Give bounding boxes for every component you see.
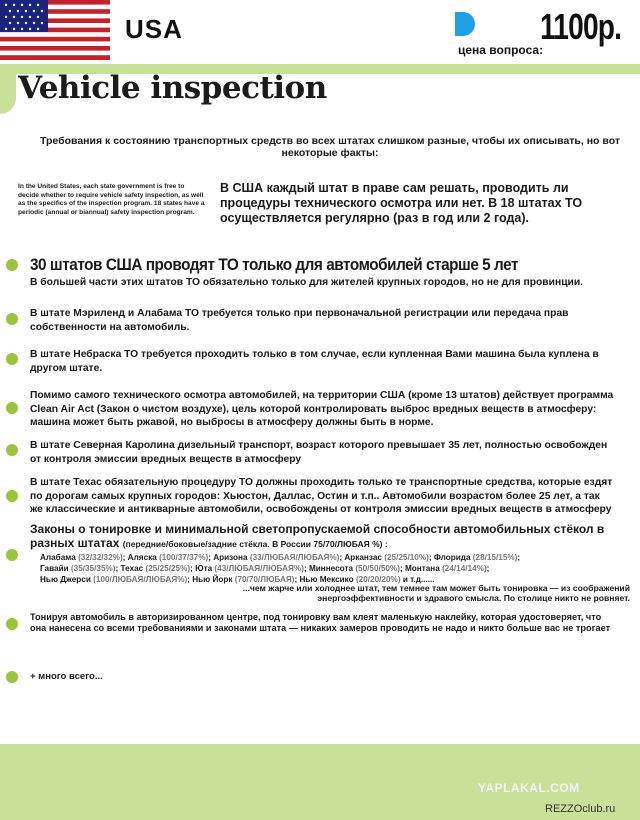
- tint-heading-text: Законы о тонировке и минимальной светопропускаемой способности автомобильных стёкол в разных штатах: [30, 522, 605, 550]
- intro-text: Требования к состоянию транспортных средств во всех штатах слишком разные, чтобы их описывать, но вот некоторые факты:: [40, 135, 621, 159]
- state-row: Нью Джерси (100/ЛЮБАЯ/ЛЮБАЯ%); Нью Йорк (70/70/ЛЮБАЯ); Нью Мексико (20/20/20%) и т.д......: [40, 575, 435, 584]
- state-tint-list: [40, 552, 630, 585]
- bullet-icon: [6, 259, 18, 271]
- more-text: + много всего...: [30, 671, 103, 682]
- item-text: В штате Северная Каролина дизельный транспорт, возраст которого превышает 35 лет, полностью освобожден от контроля эмиссии вредных веществ в атмосферу: [30, 440, 608, 465]
- price-label: цена вопроса:: [458, 43, 544, 57]
- item-text: В штате Мэриленд и Алабама ТО требуется только при первоначальной регистрации или передача прав собственности на автомобиль.: [30, 308, 569, 333]
- bullet-icon: [6, 313, 18, 325]
- bullet-icon: [6, 671, 18, 683]
- bullet-icon: [6, 444, 18, 456]
- state-row: Гавайи (35/35/35%); Техас (25/25/25%); Юта (43/ЛЮБАЯ/ЛЮБАЯ%); Миннесота (50/50/50%); Монтана (24/14/14%);: [40, 564, 490, 573]
- header: [0, 0, 640, 64]
- tint-sticker-fact: Тонируя автомобиль в авторизированном центре, под тонировку вам клеят маленькую наклейку, которая удостоверяет, что она нанесена со всеми требованиями и законами штата — никаких замеров проводить не надо и никто больше вас не трогает: [30, 612, 611, 633]
- bullet-icon: [6, 490, 18, 502]
- tint-heading-sub: (передние/боковые/задние стёкла. В России 75/70/ЛЮБАЯ %) :: [122, 539, 388, 549]
- rezzo-watermark: REZZOclub.ru: [545, 803, 616, 815]
- item-text: В штате Техас обязательную процедуру ТО должны проходить только те транспортные средства, которые ездят по дорогам самых крупных городов: Хьюстон, Даллас, Остин и т.п.. Автомобили возрастом более 25 лет, а так же классические и антикварные автомобили, освобождены от контроля эмиссии вредных веществ в атмосферу: [30, 477, 613, 515]
- russian-summary: В США каждый штат в праве сам решать, проводить ли процедуры технического осмотра или нет. В 18 штатах ТО осуществляется регулярно (раз в год или 2 года).: [220, 181, 583, 225]
- usa-flag-icon: [0, 0, 110, 60]
- page-title: Vehicle inspection: [18, 70, 327, 106]
- price-value: 1100р.: [540, 6, 622, 47]
- english-note: In the United States, each state government is free to decide whether to require vehicle safety inspection, as well as the specifics of the inspection program. 18 states have a periodic (annual or biannual) safety inspection program.: [18, 183, 205, 216]
- tint-laws-heading: [30, 522, 630, 551]
- bullet-icon: [6, 549, 18, 561]
- item-text: В штате Небраска ТО требуется проходить только в том случае, если купленная Вами машина была куплена в другом штате.: [30, 349, 599, 374]
- item-text: Помимо самого технического осмотра автомобилей, на территории США (кроме 13 штатов) действует программа Clean Air Act (Закон о чистом воздухе), цель которой контролировать выброс вредных веществ в атмосферу: машина может быть ржавой, но выбросы в атмосферу должны быть в норме.: [30, 390, 614, 428]
- item-text: В большей части этих штатов ТО обязательно только для жителей крупных городов, но не для провинции.: [30, 277, 584, 288]
- decorative-half-circle-icon: [455, 12, 475, 36]
- tint-note: ...чем жарче или холоднее штат, тем темнее там может быть тонировка — из соображений энергоэффективности и здравого смысла. По столице никто не ровняет.: [242, 583, 630, 603]
- bullet-icon: [6, 618, 18, 630]
- item-heading: 30 штатов США проводят ТО только для автомобилей старше 5 лет: [30, 255, 519, 274]
- yaplakal-watermark: YAPLAKAL.COM: [478, 781, 580, 795]
- bullet-icon: [6, 353, 18, 365]
- state-row: Алабама (32/32/32%); Аляска (100/37/37%); Аризона (33/ЛЮБАЯ/ЛЮБАЯ%); Арканзас (25/25/10%); Флорида (28/15/15%);: [40, 553, 521, 562]
- country-name: USA: [125, 14, 183, 44]
- bullet-icon: [6, 402, 18, 414]
